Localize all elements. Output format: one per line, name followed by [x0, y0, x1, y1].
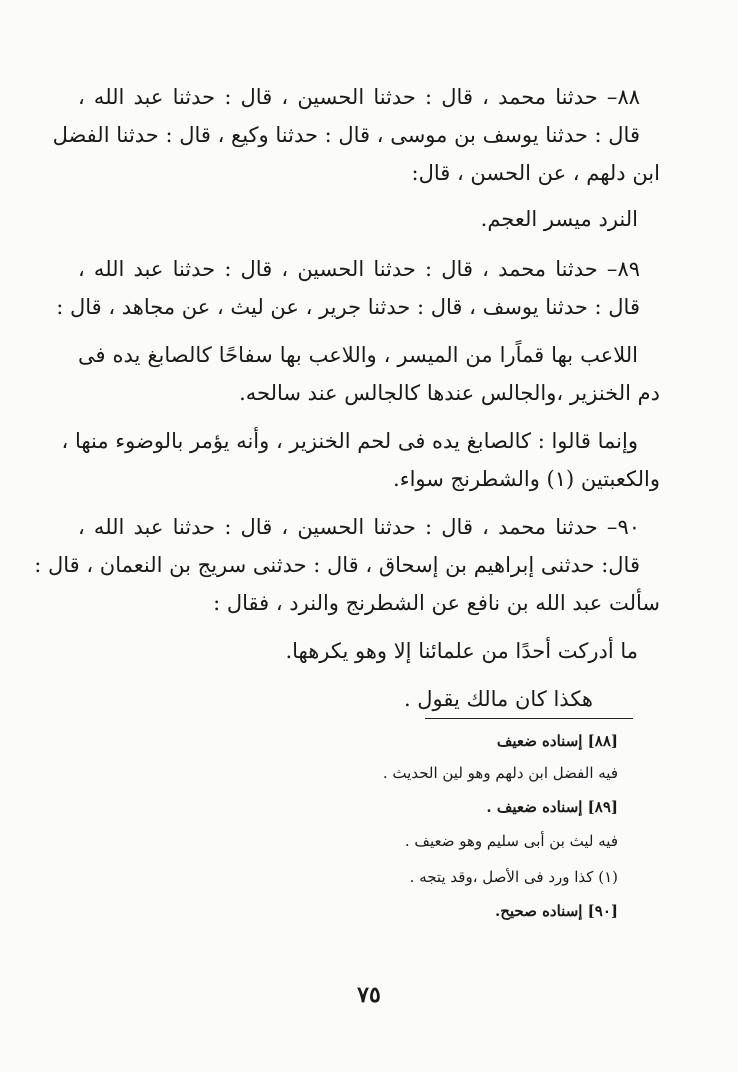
hadith-88-isnad-line-2: قال : حدثنا يوسف بن موسى ، قال : حدثنا وكيع ، قال : حدثنا الفضل	[52, 123, 640, 147]
footnote-88-body: فيه الفضل ابن دلهم وهو لين الحديث .	[382, 764, 618, 782]
hadith-89-text-line-3: وإنما قالوا : كالصابغ يده فى لحم الخنزير ، وأنه يؤمر بالوضوء منها ،	[61, 429, 638, 453]
hadith-90-text-line-1: ما أدركت أحدًا من علمائنا إلا وهو يكرهها.	[285, 639, 638, 663]
hadith-90-isnad-line-1: ٩٠– حدثنا محمد ، قال : حدثنا الحسين ، قال : حدثنا عبد الله ،	[78, 515, 640, 539]
footnote-89-heading: [٨٩] إسناده ضعيف .	[486, 798, 618, 816]
footnote-89-body: فيه ليث بن أبى سليم وهو ضعيف .	[404, 832, 618, 850]
footnote-note-1: (١) كذا ورد فى الأصل ،وقد يتجه .	[409, 868, 618, 886]
hadith-90-text-line-2: هكذا كان مالك يقول .	[403, 687, 593, 711]
hadith-90-isnad-line-3: سألت عبد الله بن نافع عن الشطرنج والنرد ، فقال :	[213, 591, 660, 615]
footnote-divider	[425, 718, 633, 719]
footnote-90-heading: [٩٠] إسناده صحيح.	[495, 902, 618, 920]
hadith-89-isnad-line-1: ٨٩– حدثنا محمد ، قال : حدثنا الحسين ، قال : حدثنا عبد الله ،	[78, 257, 640, 281]
page-number: ٧٥	[357, 982, 381, 1008]
hadith-88-isnad-line-1: ٨٨– حدثنا محمد ، قال : حدثنا الحسين ، قال : حدثنا عبد الله ،	[78, 85, 640, 109]
hadith-88-isnad-line-3: ابن دلهم ، عن الحسن ، قال:	[411, 161, 660, 185]
hadith-89-isnad-line-2: قال : حدثنا يوسف ، قال : حدثنا جرير ، عن ليث ، عن مجاهد ، قال :	[56, 295, 640, 319]
hadith-89-text-line-1: اللاعب بها قماًرا من الميسر ، واللاعب بها سفاحًا كالصابغ يده فى	[78, 343, 638, 367]
hadith-89-text-line-4: والكعبتين (١) والشطرنج سواء.	[393, 467, 660, 491]
hadith-89-text-line-2: دم الخنزير ،والجالس عندها كالجالس عند سالحه.	[239, 381, 660, 405]
hadith-90-isnad-line-2: قال: حدثنى إبراهيم بن إسحاق ، قال : حدثنى سريج بن النعمان ، قال :	[34, 553, 640, 577]
hadith-88-text: النرد ميسر العجم.	[480, 207, 638, 231]
footnote-88-heading: [٨٨] إسناده ضعيف	[496, 732, 618, 750]
